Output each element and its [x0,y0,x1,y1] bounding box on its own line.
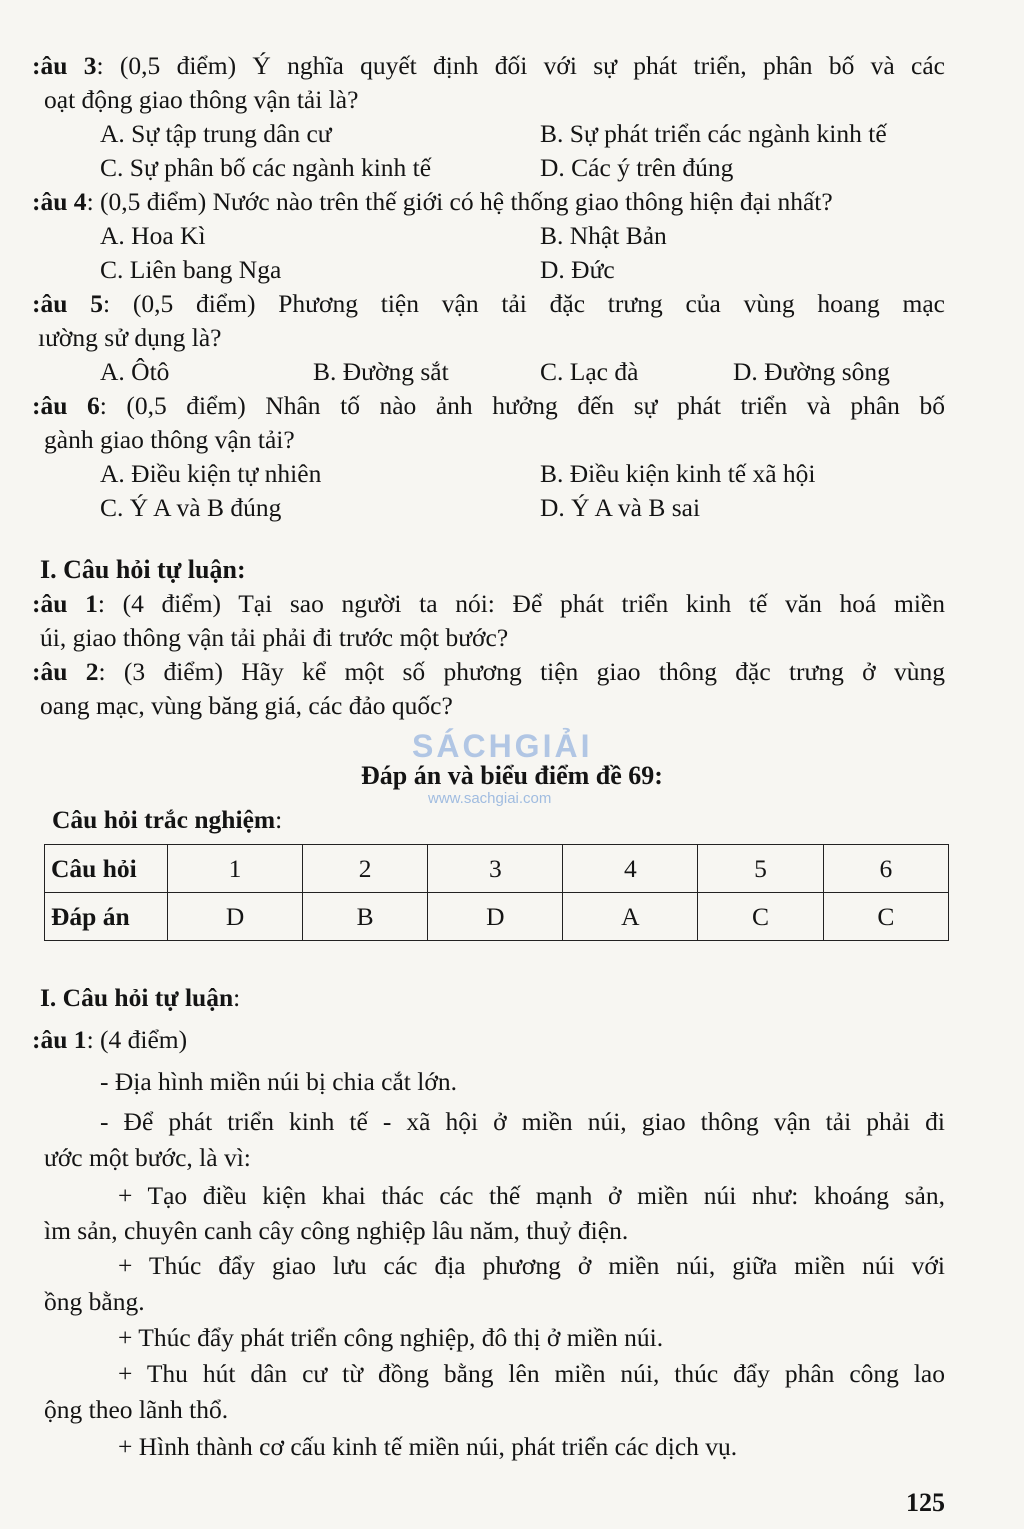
question-5-option-a: A. Ôtô [100,357,170,386]
answer-plus-1-line-1: + Tạo điều kiện khai thác các thế mạnh ở miền núi như: khoáng sản, [118,1181,945,1210]
question-5-label: :âu 5 [32,289,103,318]
question-3-text: : (0,5 điểm) Ý nghĩa quyết định đối với sự phát triển, phân bố và các [96,51,945,80]
answer-table-number: 1 [168,845,303,893]
question-4-option-c: C. Liên bang Nga [100,255,282,284]
question-5-line-1 [32,288,945,320]
question-5-option-c: C. Lạc đà [540,357,639,386]
essay-answers-title [40,982,240,1014]
question-5-text: : (0,5 điểm) Phương tiện vận tải đặc trưng của vùng hoang mạc [102,289,945,318]
answer-table-answer-label: Đáp án [45,893,168,941]
essay-question-2-text: : (3 điểm) Hãy kể một số phương tiện giao thông đặc trưng ở vùng [98,657,945,686]
answer-table-number: 6 [823,845,948,893]
answer-table-number: 4 [563,845,698,893]
essay-answer-1-points: : (4 điểm) [86,1025,188,1054]
answer-table-answer: C [698,893,823,941]
question-6-option-b: B. Điều kiện kinh tế xã hội [540,459,816,488]
question-3-option-b: B. Sự phát triển các ngành kinh tế [540,119,887,148]
question-4-line-1 [32,186,833,218]
watermark-brand: SÁCHGIẢI [412,728,593,764]
question-5-line-2: ıường sử dụng là? [38,323,222,352]
answer-dash-1: - Địa hình miền núi bị chia cắt lớn. [100,1067,457,1096]
answer-table-answer: C [823,893,948,941]
question-3-line-1 [32,50,945,82]
mc-section-title-text: Câu hỏi trắc nghiệm [52,805,276,834]
essay-answer-1-header [32,1024,187,1056]
question-3-option-d: D. Các ý trên đúng [540,153,734,182]
answer-table-number: 5 [698,845,823,893]
mc-section-title-colon: : [275,805,283,834]
question-4-text: : (0,5 điểm) Nước nào trên thế giới có hệ thống giao thông hiện đại nhất? [86,187,833,216]
question-3-option-a: A. Sự tập trung dân cư [100,119,332,148]
answer-table-header-label: Câu hỏi [45,845,168,893]
answer-table-number: 2 [303,845,428,893]
answer-dash-2-line-1: - Để phát triển kinh tế - xã hội ở miền núi, giao thông vận tải phải đi [100,1107,945,1136]
essay-question-2-label: :âu 2 [32,657,99,686]
answer-plus-4-line-1: + Thu hút dân cư từ đồng bằng lên miền núi, thúc đẩy phân công lao [118,1359,945,1388]
essay-question-1-line-2: úi, giao thông vận tải phải đi trước một bước? [40,623,509,652]
question-6-text: : (0,5 điểm) Nhân tố nào ảnh hưởng đến sự phát triển và phân bố [99,391,945,420]
answer-table-answer: D [428,893,563,941]
essay-question-1-label: :âu 1 [32,589,98,618]
answer-plus-3: + Thúc đẩy phát triển công nghiệp, đô thị ở miền núi. [118,1323,664,1352]
answer-table-answer: B [303,893,428,941]
answer-table-answer: D [168,893,303,941]
essay-question-1-line-1 [32,588,945,620]
answer-plus-2-line-2: ồng bằng. [44,1287,145,1316]
question-5-option-d: D. Đường sông [733,357,890,386]
mc-section-title [52,804,282,836]
question-6-option-c: C. Ý A và B đúng [100,493,282,522]
answer-key-title: Đáp án và biểu điểm đề 69: [361,761,663,790]
answer-table [44,844,949,941]
essay-question-2-line-1 [32,656,945,688]
answer-plus-2-line-1: + Thúc đẩy giao lưu các địa phương ở miền núi, giữa miền núi với [118,1251,945,1280]
answer-plus-4-line-2: ộng theo lãnh thổ. [44,1395,229,1424]
question-4-label: :âu 4 [32,187,87,216]
question-4-option-d: D. Đức [540,255,615,284]
essay-question-1-text: : (4 điểm) Tại sao người ta nói: Để phát triển kinh tế văn hoá miền [97,589,945,618]
question-4-option-b: B. Nhật Bản [540,221,667,250]
question-3-label: :âu 3 [32,51,97,80]
answer-table-answer: A [563,893,698,941]
essay-question-2-line-2: oang mạc, vùng băng giá, các đảo quốc? [40,691,453,720]
essay-answers-title-text: I. Câu hỏi tự luận [40,983,234,1012]
page-number: 125 [906,1488,945,1517]
answer-plus-5: + Hình thành cơ cấu kinh tế miền núi, phát triển các dịch vụ. [118,1432,738,1461]
question-6-line-1 [32,390,945,422]
answer-table-number: 3 [428,845,563,893]
essay-answer-1-label: :âu 1 [32,1025,87,1054]
question-6-option-d: D. Ý A và B sai [540,493,701,522]
question-4-option-a: A. Hoa Kì [100,221,206,250]
question-6-option-a: A. Điều kiện tự nhiên [100,459,322,488]
answer-plus-1-line-2: ìm sản, chuyên canh cây công nghiệp lâu năm, thuỷ điện. [44,1216,629,1245]
question-6-line-2: gành giao thông vận tải? [44,425,295,454]
essay-answers-title-colon: : [233,983,241,1012]
answer-table-header-row [45,845,949,893]
question-3-line-2: oạt động giao thông vận tải là? [44,85,359,114]
question-3-option-c: C. Sự phân bố các ngành kinh tế [100,153,432,182]
question-5-option-b: B. Đường sắt [313,357,449,386]
answer-table-answer-row [45,893,949,941]
answer-dash-2-line-2: ước một bước, là vì: [44,1143,251,1172]
watermark-url: www.sachgiai.com [428,790,552,807]
question-6-label: :âu 6 [32,391,100,420]
essay-section-title: I. Câu hỏi tự luận: [40,555,246,584]
